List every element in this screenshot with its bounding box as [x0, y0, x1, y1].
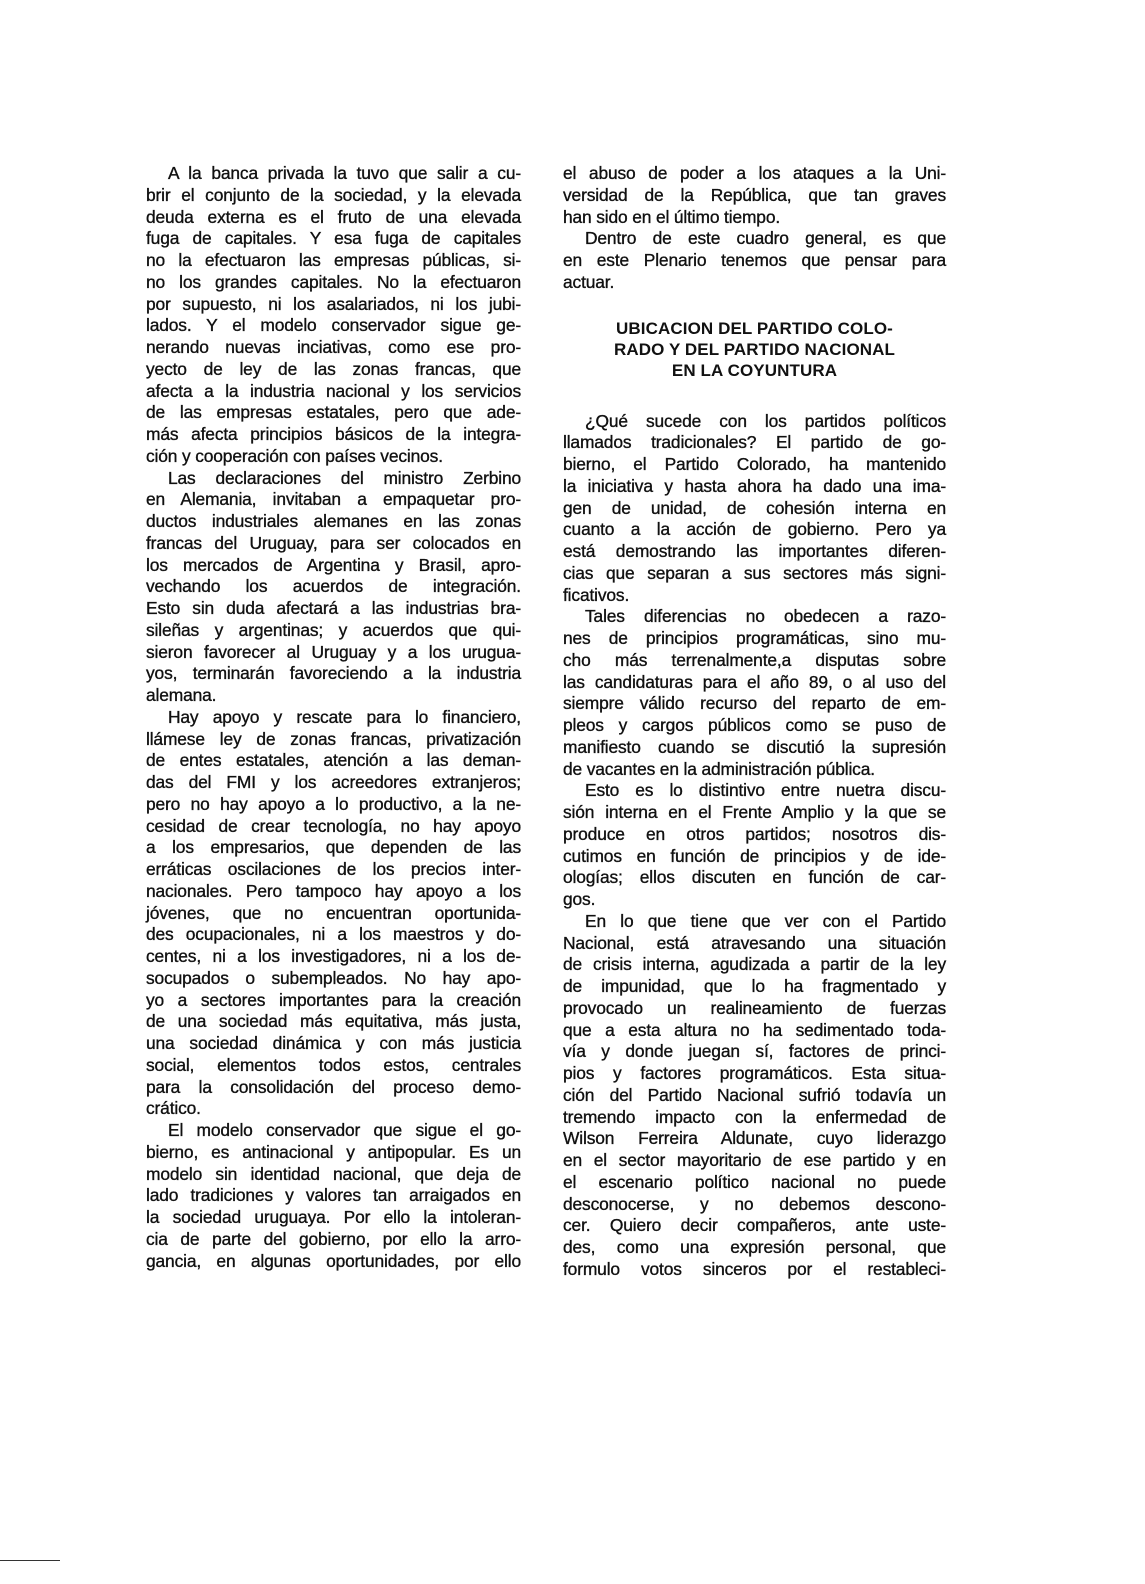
- text-line: nacionales. Pero tampoco hay apoyo a los: [146, 880, 521, 901]
- text-line: cia de parte del gobierno, por ello la arro-: [146, 1228, 521, 1249]
- text-line: Tales diferencias no obedecen a razo-: [585, 606, 946, 627]
- text-line: gos.: [563, 889, 596, 909]
- section-heading: [563, 318, 946, 381]
- text-line: sieron favorecer al Uruguay y a los urugua-: [146, 641, 521, 662]
- text-line: vechando los acuerdos de integración.: [146, 576, 521, 597]
- paragraph: [563, 163, 946, 228]
- text-line: pero no hay apoyo a lo productivo, a la ne-: [146, 793, 521, 814]
- text-line: siempre válido recurso del reparto de em-: [563, 693, 946, 714]
- text-line: desconocerse, y no debemos descono-: [563, 1193, 946, 1214]
- text-line: pios y factores programáticos. Esta situa-: [563, 1063, 946, 1083]
- text-line: ción y cooperación con países vecinos.: [146, 445, 443, 466]
- text-line: actuar.: [563, 271, 615, 292]
- text-line: de impunidad, que lo ha fragmentado y: [563, 976, 946, 996]
- text-line: social, elementos todos estos, centrales: [146, 1054, 521, 1075]
- text-line: ficativos.: [563, 584, 630, 605]
- text-line: formulo votos sinceros por el restableci-: [563, 1258, 946, 1279]
- heading-line: RADO Y DEL PARTIDO NACIONAL: [613, 339, 896, 359]
- paragraph: [563, 780, 946, 911]
- text-line: una sociedad dinámica y con más justicia: [146, 1033, 521, 1053]
- text-line: de entes estatales, atención a las deman-: [146, 750, 521, 771]
- right-column-intro: [563, 163, 946, 294]
- text-line: ción del Partido Nacional sufrió todavía un: [563, 1084, 946, 1105]
- text-line: afecta a la industria nacional y los servicios: [146, 380, 521, 401]
- text-line: fuga de capitales. Y esa fuga de capitales: [146, 228, 521, 249]
- text-line: vía y donde juegan sí, factores de princi-: [563, 1041, 946, 1062]
- text-line: A la banca privada la tuvo que salir a cu-: [168, 163, 521, 183]
- text-line: los mercados de Argentina y Brasil, apro-: [146, 554, 521, 575]
- text-line: sión interna en el Frente Amplio y la que se: [563, 802, 946, 822]
- text-line: sileñas y argentinas; y acuerdos que qui-: [146, 619, 521, 640]
- text-line: a los empresarios, que dependen de las: [146, 837, 521, 858]
- text-line: jóvenes, que no encuentran oportunida-: [146, 902, 521, 923]
- text-line: el abuso de poder a los ataques a la Uni-: [563, 163, 946, 183]
- heading-line: UBICACION DEL PARTIDO COLO-: [616, 318, 893, 338]
- text-line: das del FMI y los acreedores extranjeros;: [146, 772, 521, 792]
- text-line: lados. Y el modelo conservador sigue ge-: [146, 315, 521, 336]
- text-line: centes, ni a los investigadores, ni a los de-: [146, 946, 521, 966]
- paragraph: [146, 707, 521, 1120]
- text-line: por supuesto, ni los asalariados, ni los jubi-: [146, 293, 521, 314]
- paragraph: [563, 228, 946, 293]
- text-line: ductos industriales alemanes en las zonas: [146, 511, 521, 531]
- text-line: lado tradiciones y valores tan arraigados en: [146, 1185, 521, 1206]
- text-line: cuanto a la acción de gobierno. Pero ya: [563, 519, 946, 540]
- text-line: pleos y cargos públicos como se puso de: [563, 715, 946, 735]
- text-line: han sido en el último tiempo.: [563, 206, 781, 227]
- text-line: cesidad de crear tecnología, no hay apoyo: [146, 815, 521, 836]
- text-line: crático.: [146, 1098, 201, 1119]
- text-line: Las declaraciones del ministro Zerbino: [168, 467, 521, 488]
- text-line: que a esta altura no ha sedimentado toda-: [563, 1019, 946, 1040]
- text-line: Dentro de este cuadro general, es que: [585, 228, 946, 249]
- text-line: las candidaturas para el año 89, o al uso del: [563, 671, 946, 692]
- text-line: Hay apoyo y rescate para lo financiero,: [168, 706, 521, 727]
- text-line: para la consolidación del proceso demo-: [146, 1076, 521, 1097]
- text-line: la iniciativa y hasta ahora ha dado una ima-: [563, 475, 946, 496]
- text-line: ¿Qué sucede con los partidos políticos: [585, 410, 946, 431]
- text-line: gen de unidad, de cohesión interna en: [563, 497, 946, 518]
- left-column: [146, 163, 521, 1272]
- text-line: des, como una expresión personal, que: [563, 1237, 946, 1257]
- right-column: [563, 163, 946, 1281]
- text-line: tremendo impacto con la enfermedad de: [563, 1106, 946, 1127]
- text-line: de vacantes en la administración pública.: [563, 758, 875, 779]
- text-line: ologías; ellos discuten en función de car-: [563, 867, 946, 888]
- text-line: de crisis interna, agudizada a partir de la ley: [563, 954, 946, 975]
- text-line: socupados o subempleados. No hay apo-: [146, 967, 521, 988]
- text-line: manifiesto cuando se discutió la supresión: [563, 736, 946, 757]
- paragraph: [146, 468, 521, 707]
- text-line: nes de principios programáticas, sino mu-: [563, 628, 946, 648]
- text-line: más afecta principios básicos de la integra-: [146, 424, 521, 444]
- text-line: la sociedad uruguaya. Por ello la intoleran-: [146, 1207, 521, 1227]
- text-line: en este Plenario tenemos que pensar para: [563, 250, 946, 270]
- paragraph: [563, 606, 946, 780]
- paragraph: [563, 911, 946, 1281]
- text-line: llámese ley de zonas francas, privatización: [146, 728, 521, 749]
- text-line: deuda externa es el fruto de una elevada: [146, 206, 521, 227]
- text-line: el escenario político nacional no puede: [563, 1171, 946, 1192]
- text-line: yecto de ley de las zonas francas, que: [146, 358, 521, 379]
- text-line: está demostrando las importantes diferen-: [563, 541, 946, 561]
- text-line: Nacional, está atravesando una situación: [563, 932, 946, 953]
- scan-edge-mark: [0, 1560, 60, 1561]
- text-line: en Alemania, invitaban a empaquetar pro-: [146, 489, 521, 510]
- text-line: nerando nuevas inciativas, como ese pro-: [146, 337, 521, 357]
- paragraph: [563, 411, 946, 607]
- text-line: no los grandes capitales. No la efectuaron: [146, 271, 521, 292]
- text-line: Wilson Ferreira Aldunate, cuyo liderazgo: [563, 1128, 946, 1149]
- paragraph: [146, 1120, 521, 1272]
- text-line: modelo sin identidad nacional, que deja de: [146, 1163, 521, 1184]
- text-line: versidad de la República, que tan graves: [563, 184, 946, 205]
- text-line: produce en otros partidos; nosotros dis-: [563, 823, 946, 844]
- text-line: brir el conjunto de la sociedad, y la elevada: [146, 184, 521, 205]
- paragraph: [146, 163, 521, 468]
- text-line: cutimos en función de principios y de ide-: [563, 845, 946, 866]
- text-line: yos, terminarán favoreciendo a la industria: [146, 663, 521, 684]
- text-line: El modelo conservador que sigue el go-: [168, 1120, 521, 1140]
- text-line: en el sector mayoritario de ese partido y en: [563, 1150, 946, 1170]
- text-line: gancia, en algunas oportunidades, por ello: [146, 1250, 521, 1271]
- text-line: cho más terrenalmente,a disputas sobre: [563, 649, 946, 670]
- text-line: erráticas oscilaciones de los precios inter-: [146, 859, 521, 879]
- text-line: cer. Quiero decir compañeros, ante uste-: [563, 1215, 946, 1236]
- text-line: provocado un realineamiento de fuerzas: [563, 997, 946, 1018]
- text-line: En lo que tiene que ver con el Partido: [585, 910, 946, 931]
- text-line: francas del Uruguay, para ser colocados en: [146, 532, 521, 553]
- text-line: yo a sectores importantes para la creación: [146, 989, 521, 1010]
- text-line: cias que separan a sus sectores más signi-: [563, 562, 946, 583]
- text-line: alemana.: [146, 685, 217, 705]
- text-line: llamados tradicionales? El partido de go-: [563, 432, 946, 453]
- text-line: de las empresas estatales, pero que ade-: [146, 402, 521, 423]
- right-column-body: [563, 411, 946, 1281]
- text-line: bierno, es antinacional y antipopular. Es un: [146, 1141, 521, 1162]
- text-line: bierno, el Partido Colorado, ha mantenido: [563, 454, 946, 474]
- text-line: des ocupacionales, ni a los maestros y do-: [146, 924, 521, 945]
- text-line: de una sociedad más equitativa, más justa,: [146, 1011, 521, 1032]
- heading-line: EN LA COYUNTURA: [671, 360, 838, 380]
- text-line: no la efectuaron las empresas públicas, si-: [146, 250, 521, 270]
- text-line: Esto sin duda afectará a las industrias bra-: [146, 598, 521, 618]
- text-line: Esto es lo distintivo entre nuetra discu-: [585, 780, 946, 801]
